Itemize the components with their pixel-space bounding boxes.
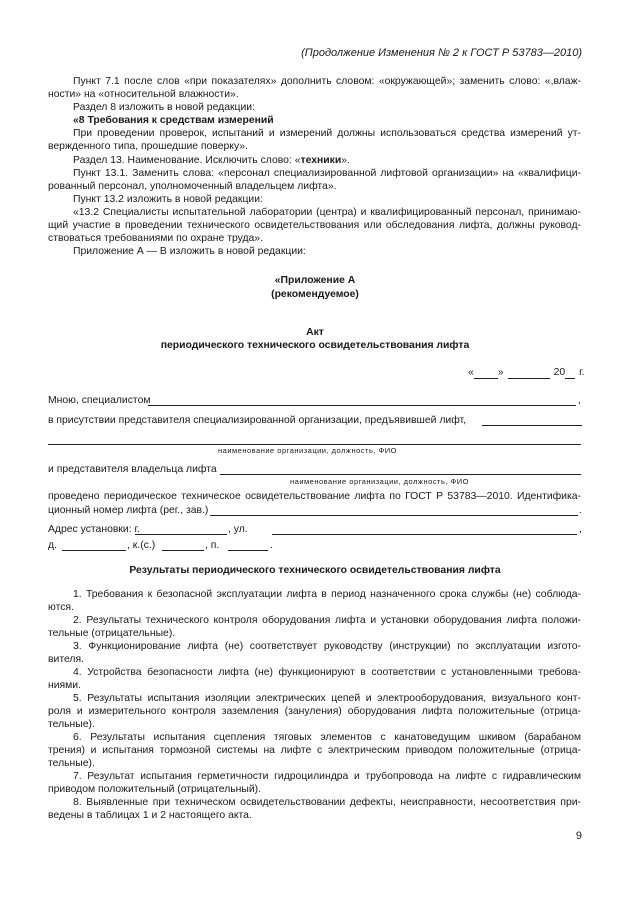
address-house-field[interactable] bbox=[62, 550, 126, 551]
address-apt-field[interactable] bbox=[228, 550, 268, 551]
result-line: 1. Требования к безопасной эксплуатации лифта в период назначенного срока службы (не) соблюда- bbox=[73, 589, 581, 600]
address-comma: , bbox=[579, 524, 582, 535]
intro-p9: Приложение А — В изложить в новой редакции: bbox=[73, 246, 306, 257]
result-line: ются. bbox=[48, 602, 74, 613]
result-line: трения) и испытания тормозной системы на лифте с электрическим приводом положительные (отрица- bbox=[48, 745, 581, 756]
intro-p8-line2: щий участие в проведении технического освидетельствования или обследования лифта, должны руковод- bbox=[48, 220, 581, 231]
result-line: тельные). bbox=[48, 719, 95, 730]
date-suffix: г. bbox=[579, 367, 585, 378]
act-title: Акт bbox=[306, 327, 324, 338]
presence-field-line2[interactable] bbox=[48, 444, 581, 445]
intro-p8-line1: «13.2 Специалисты испытательной лаборатории (центра) и квалифицированный персонал, принимаю- bbox=[73, 207, 581, 218]
appendix-title: «Приложение А bbox=[274, 275, 356, 286]
running-header: (Продолжение Изменения № 2 к ГОСТ Р 53783—2010) bbox=[301, 47, 582, 59]
date-close-quote: » bbox=[497, 367, 504, 378]
address-city-field[interactable] bbox=[135, 534, 227, 535]
intro-p5-bold: техники bbox=[300, 155, 342, 166]
result-line: тельные (отрицательные). bbox=[48, 628, 176, 639]
intro-p6-line1: Пункт 13.1. Заменить слова: «персонал специализированной лифтовой организации» на «квалифици- bbox=[73, 168, 581, 179]
date-open-quote: « bbox=[468, 367, 474, 378]
result-line: 2. Результаты технического контроля оборудования лифта и установки оборудования лифта положи- bbox=[73, 615, 581, 626]
result-line: ниями. bbox=[48, 680, 82, 691]
owner-field[interactable] bbox=[220, 474, 581, 475]
section-8-heading: «8 Требования к средствам измерений bbox=[73, 115, 274, 126]
results-title: Результаты периодического технического освидетельствования лифта bbox=[129, 565, 501, 576]
intro-p6-line2: рованный персонал, уполномоченный владельцем лифта». bbox=[48, 181, 337, 192]
result-line: 6. Результаты испытания сцепления тяговых элементов с канатоведущим шкивом (барабаном bbox=[73, 732, 581, 743]
address-korp-label: , к.(с.) bbox=[127, 540, 156, 551]
done-line1: проведено периодическое техническое освидетельствование лифта по ГОСТ Р 53783—2010. Идентифика- bbox=[48, 491, 581, 502]
result-line: 8. Выявленные при техническом освидетельствовании дефекты, неисправности, несоответствия при- bbox=[73, 797, 581, 808]
presence-field[interactable] bbox=[482, 425, 582, 426]
intro-p7: Пункт 13.2 изложить в новой редакции: bbox=[73, 194, 263, 205]
lift-id-period: . bbox=[579, 505, 582, 516]
specialist-field[interactable] bbox=[148, 405, 576, 406]
intro-p4-line2: вержденного типа, прошедшие поверку». bbox=[48, 141, 248, 152]
result-line: 3. Функционирование лифта (не) соответствует руководству (инструкции) по эксплуатации изгото- bbox=[73, 641, 581, 652]
caption-org-2: наименование организации, должность, ФИО bbox=[290, 477, 469, 486]
result-line: ведены в таблицах 1 и 2 настоящего акта. bbox=[48, 810, 252, 821]
intro-p1-line1: Пункт 7.1 после слов «при показателях» дополнить словом: «окружающей»; заменить слово: «,влаж- bbox=[73, 76, 581, 87]
result-line: роля и измерительного контроля заземления (зануления) оборудования лифта положительные (отрица- bbox=[48, 706, 581, 717]
result-line: 7. Результат испытания герметичности гидроцилиндра и трубопровода на лифте с гидравлическим bbox=[73, 771, 581, 782]
intro-p5 bbox=[73, 154, 350, 167]
caption-org-1: наименование организации, должность, ФИО bbox=[218, 446, 397, 455]
done-line2: ционный номер лифта (рег., зав.) bbox=[48, 505, 209, 516]
intro-p5-suffix: ». bbox=[341, 155, 350, 166]
page-number: 9 bbox=[575, 830, 582, 842]
act-date bbox=[468, 366, 585, 379]
address-korp-field[interactable] bbox=[162, 550, 204, 551]
address-city-label: Адрес установки: г. bbox=[48, 524, 140, 535]
address-period: . bbox=[270, 540, 273, 551]
intro-p4-line1: При проведении проверок, испытаний и измерений должны использоваться средства измерений ут- bbox=[73, 128, 581, 139]
result-line: приводом положительный (отрицательный). bbox=[48, 784, 262, 795]
result-line: 4. Устройства безопасности лифта (не) функционируют в соответствии с установленными требова- bbox=[73, 667, 581, 678]
intro-p8-line3: ствоваться требованиями по охране труда». bbox=[48, 233, 263, 244]
appendix-subtitle: (рекомендуемое) bbox=[271, 289, 359, 300]
specialist-comma: , bbox=[578, 395, 581, 406]
intro-p1-line2: ности» на «относительной влажности». bbox=[48, 89, 239, 100]
intro-p5-prefix: Раздел 13. Наименование. Исключить слово: « bbox=[73, 155, 301, 166]
date-month-field[interactable] bbox=[508, 368, 550, 379]
intro-p2: Раздел 8 изложить в новой редакции: bbox=[73, 102, 255, 113]
address-house-label: д. bbox=[48, 540, 57, 551]
result-line: вителя. bbox=[48, 654, 84, 665]
date-year-field[interactable] bbox=[565, 368, 575, 379]
act-subtitle: периодического технического освидетельствования лифта bbox=[160, 340, 470, 351]
result-line: 5. Результаты испытания изоляции электрических цепей и электрооборудования, визуального конт- bbox=[73, 693, 581, 704]
presence-label: в присутствии представителя специализированной организации, предъявившей лифт, bbox=[48, 415, 467, 426]
date-day-field[interactable] bbox=[474, 368, 498, 379]
address-street-label: , ул. bbox=[228, 524, 248, 535]
address-apt-label: , п. bbox=[205, 540, 220, 551]
specialist-label: Мною, специалистом bbox=[48, 395, 151, 406]
date-year-prefix: 20 bbox=[553, 367, 566, 378]
owner-label: и представителя владельца лифта bbox=[48, 464, 217, 475]
address-street-field[interactable] bbox=[272, 534, 577, 535]
result-line: тельные). bbox=[48, 758, 95, 769]
lift-id-field[interactable] bbox=[210, 515, 578, 516]
